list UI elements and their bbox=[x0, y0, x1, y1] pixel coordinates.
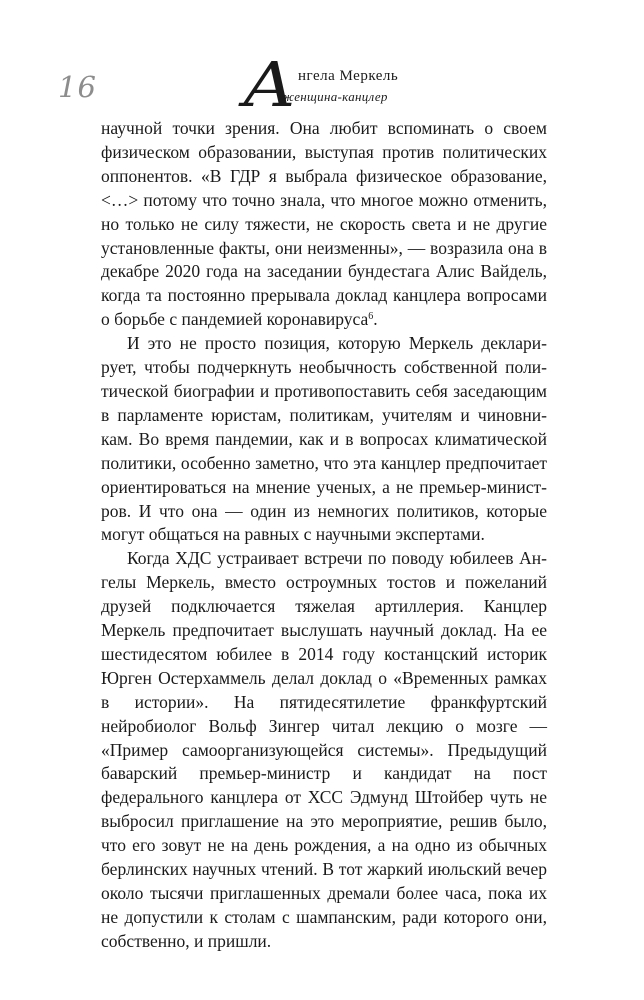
header-title: нгела Меркель bbox=[298, 68, 399, 84]
header-initial: А bbox=[242, 48, 297, 121]
body-text bbox=[101, 117, 547, 954]
page-number: 16 bbox=[58, 70, 97, 104]
header-subtitle: женщина-канцлер bbox=[282, 89, 388, 104]
paragraph-1-tail: . bbox=[373, 309, 378, 330]
paragraph-1 bbox=[101, 117, 547, 332]
paragraph-1-text: научной точки зрения. Она любит вспоминать о своем физическом образовании, выступая против политических оппонентов. «В ГДР я выбрала физическое образование, <…> потому что точно знала, что многое можно отменить, но только не силу тяжести, не скорость света и не другие установленные факты, они неизменны», — возразила она в декабре 2020 года на заседании бундестага Алис Вайдель, когда та постоянно прерывала доклад канцлера вопросами о борьбе с пандемией коронавируса bbox=[101, 118, 547, 330]
paragraph-3: Когда ХДС устраивает встречи по поводу юбилеев Ангелы Меркель, вместо остроумных тостов и пожеланий друзей подключается тяжелая артиллерия. Канцлер Меркель предпочитает выслушать научный доклад. На ее шестидесятом юбилее в 2014 году костанцский историк Юрген Остерхаммель делал доклад о «Временных рамках в истории». На пятидесятилетие франкфуртский нейробиолог Вольф Зингер читал лекцию о мозге — «Пример самоорганизующейся системы». Предыдущий баварский премьер-министр и кандидат на пост федерального канцлера от ХСС Эдмунд Штойбер чуть не выбросил приглашение на это мероприятие, решив было, что его зовут не на день рождения, а на одно из обычных берлинских научных чтений. В тот жаркий июльский вечер около тысячи приглашенных дремали более часа, пока их не допустили к столам с шампанским, ради которого они, собственно, и пришли. bbox=[101, 548, 547, 951]
running-header bbox=[242, 48, 478, 121]
paragraph-2: И это не просто позиция, которую Меркель декларирует, чтобы подчеркнуть необычность собственной политической биографии и противопоставить себя заседающим в парламенте юристам, политикам, учителям и чиновникам. Во время пандемии, как и в вопросах климатической политики, особенно заметно, что эта канцлер предпочитает ориентироваться на мнение ученых, а не премьер-министров. И что она — один из немногих политиков, которые могут общаться на равных с научными экспертами. bbox=[101, 333, 547, 545]
footnote-ref[interactable]: 6 bbox=[368, 311, 374, 323]
